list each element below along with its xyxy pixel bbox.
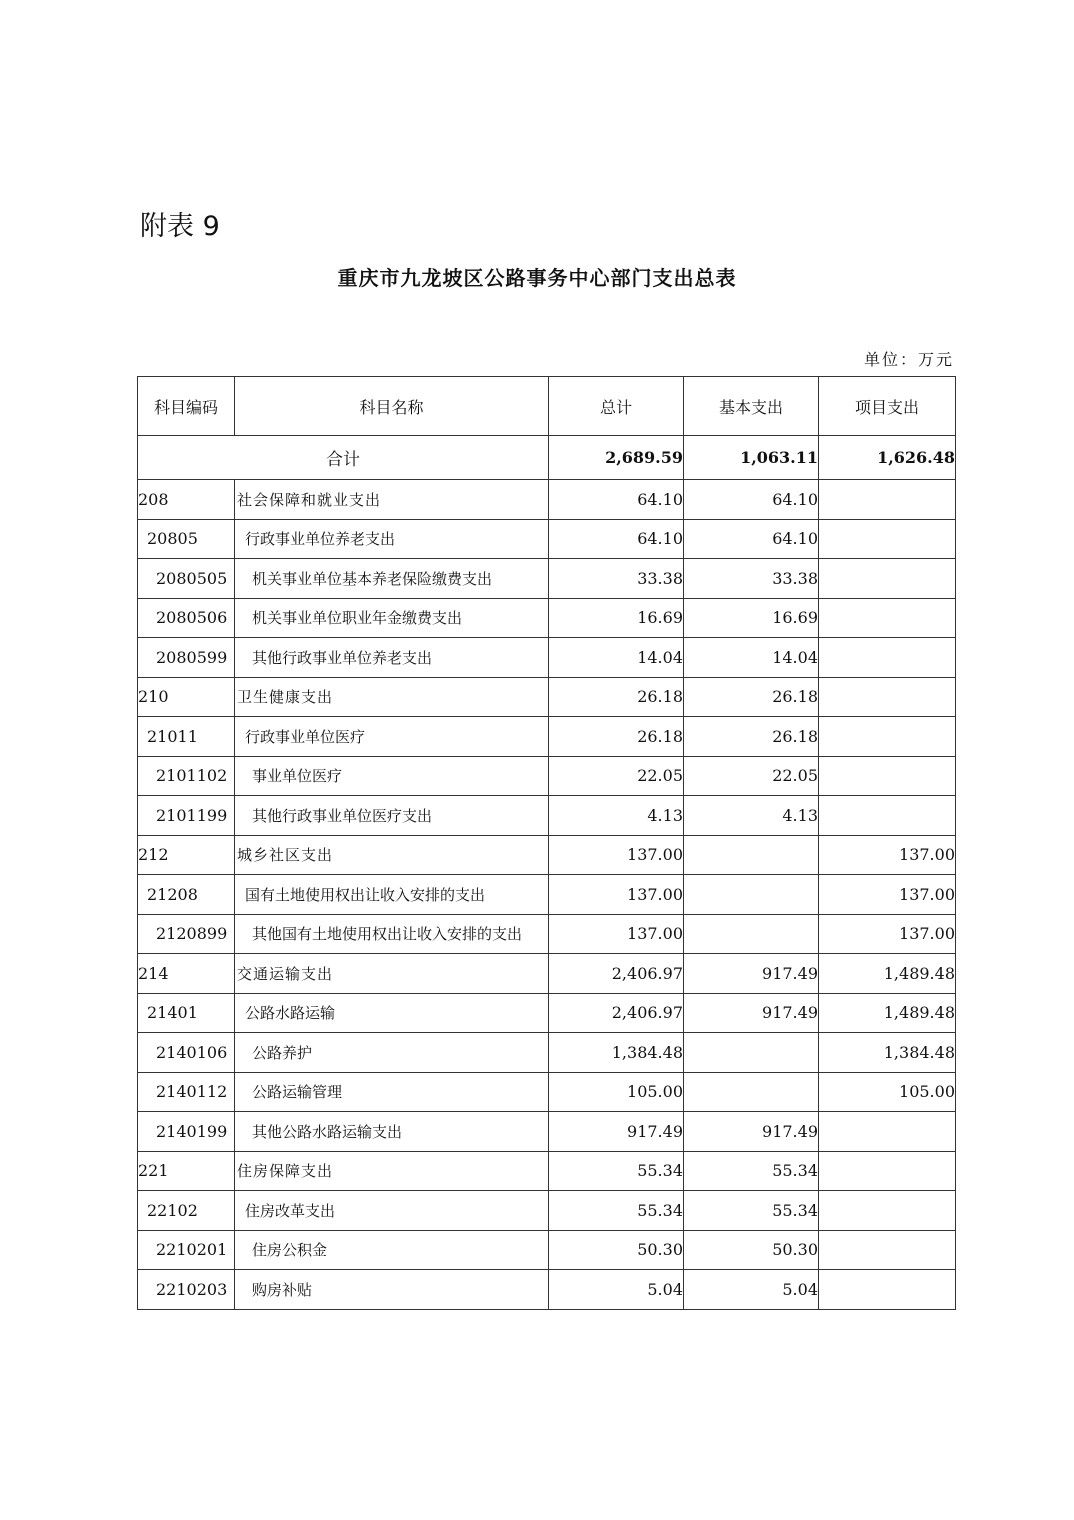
row-basic: 22.05 xyxy=(684,756,819,796)
header-total: 总计 xyxy=(549,377,684,436)
table-row xyxy=(138,875,956,915)
row-total: 105.00 xyxy=(549,1072,684,1112)
row-project xyxy=(819,1112,956,1152)
header-code: 科目编码 xyxy=(138,377,235,436)
total-basic: 1,063.11 xyxy=(684,436,819,480)
row-project: 137.00 xyxy=(819,914,956,954)
row-name: 公路养护 xyxy=(235,1033,549,1073)
row-project: 137.00 xyxy=(819,875,956,915)
row-project xyxy=(819,677,956,717)
row-name: 其他行政事业单位养老支出 xyxy=(235,638,549,678)
row-name: 公路运输管理 xyxy=(235,1072,549,1112)
row-total: 33.38 xyxy=(549,559,684,599)
table-row xyxy=(138,796,956,836)
table-row xyxy=(138,1230,956,1270)
row-basic xyxy=(684,1033,819,1073)
row-basic xyxy=(684,1072,819,1112)
row-basic: 917.49 xyxy=(684,1112,819,1152)
row-total: 137.00 xyxy=(549,875,684,915)
row-code: 2140199 xyxy=(138,1112,235,1152)
row-project xyxy=(819,559,956,599)
row-total: 14.04 xyxy=(549,638,684,678)
table-row xyxy=(138,638,956,678)
table-row xyxy=(138,1072,956,1112)
row-basic: 55.34 xyxy=(684,1191,819,1231)
row-basic: 16.69 xyxy=(684,598,819,638)
row-basic xyxy=(684,914,819,954)
row-name: 住房改革支出 xyxy=(235,1191,549,1231)
row-total: 2,406.97 xyxy=(549,993,684,1033)
row-basic: 26.18 xyxy=(684,717,819,757)
row-basic: 917.49 xyxy=(684,993,819,1033)
header-basic: 基本支出 xyxy=(684,377,819,436)
table-row xyxy=(138,519,956,559)
row-name: 行政事业单位医疗 xyxy=(235,717,549,757)
row-total: 16.69 xyxy=(549,598,684,638)
row-total: 64.10 xyxy=(549,519,684,559)
table-row xyxy=(138,677,956,717)
total-sum: 2,689.59 xyxy=(549,436,684,480)
row-total: 64.10 xyxy=(549,480,684,520)
row-project xyxy=(819,519,956,559)
row-name: 社会保障和就业支出 xyxy=(235,480,549,520)
table-row xyxy=(138,835,956,875)
row-project xyxy=(819,717,956,757)
row-project xyxy=(819,1151,956,1191)
row-total: 4.13 xyxy=(549,796,684,836)
row-project xyxy=(819,796,956,836)
row-total: 137.00 xyxy=(549,914,684,954)
total-label: 合计 xyxy=(138,436,549,480)
row-project: 1,489.48 xyxy=(819,993,956,1033)
row-total: 2,406.97 xyxy=(549,954,684,994)
row-code: 21401 xyxy=(138,993,235,1033)
row-name: 公路水路运输 xyxy=(235,993,549,1033)
table-row xyxy=(138,1033,956,1073)
row-code: 2080599 xyxy=(138,638,235,678)
row-basic xyxy=(684,875,819,915)
row-basic: 50.30 xyxy=(684,1230,819,1270)
row-basic xyxy=(684,835,819,875)
table-row xyxy=(138,480,956,520)
row-basic: 4.13 xyxy=(684,796,819,836)
row-project xyxy=(819,1191,956,1231)
row-name: 事业单位医疗 xyxy=(235,756,549,796)
row-total: 50.30 xyxy=(549,1230,684,1270)
row-total: 55.34 xyxy=(549,1151,684,1191)
row-project xyxy=(819,480,956,520)
header-name: 科目名称 xyxy=(235,377,549,436)
row-basic: 26.18 xyxy=(684,677,819,717)
row-code: 2140106 xyxy=(138,1033,235,1073)
row-total: 917.49 xyxy=(549,1112,684,1152)
row-name: 国有土地使用权出让收入安排的支出 xyxy=(235,875,549,915)
table-row xyxy=(138,1112,956,1152)
row-name: 其他公路水路运输支出 xyxy=(235,1112,549,1152)
row-total: 26.18 xyxy=(549,717,684,757)
row-basic: 64.10 xyxy=(684,519,819,559)
row-name: 购房补贴 xyxy=(235,1270,549,1310)
table-row xyxy=(138,1270,956,1310)
row-project xyxy=(819,638,956,678)
table-row xyxy=(138,756,956,796)
row-name: 机关事业单位职业年金缴费支出 xyxy=(235,598,549,638)
row-code: 21208 xyxy=(138,875,235,915)
row-code: 210 xyxy=(138,677,235,717)
row-name: 卫生健康支出 xyxy=(235,677,549,717)
table-row xyxy=(138,954,956,994)
row-code: 2120899 xyxy=(138,914,235,954)
row-name: 住房公积金 xyxy=(235,1230,549,1270)
table-row xyxy=(138,993,956,1033)
row-project: 1,489.48 xyxy=(819,954,956,994)
row-project: 1,384.48 xyxy=(819,1033,956,1073)
row-name: 交通运输支出 xyxy=(235,954,549,994)
row-code: 208 xyxy=(138,480,235,520)
row-name: 机关事业单位基本养老保险缴费支出 xyxy=(235,559,549,599)
row-project xyxy=(819,1230,956,1270)
row-code: 2080506 xyxy=(138,598,235,638)
row-code: 2210203 xyxy=(138,1270,235,1310)
row-code: 2080505 xyxy=(138,559,235,599)
row-name: 其他行政事业单位医疗支出 xyxy=(235,796,549,836)
table-row xyxy=(138,914,956,954)
row-project xyxy=(819,1270,956,1310)
table-row xyxy=(138,1151,956,1191)
row-basic: 55.34 xyxy=(684,1151,819,1191)
appendix-label: 附表 9 xyxy=(140,211,220,242)
table-row xyxy=(138,598,956,638)
unit-label: 单位：万元 xyxy=(863,350,954,369)
row-total: 5.04 xyxy=(549,1270,684,1310)
row-name: 行政事业单位养老支出 xyxy=(235,519,549,559)
table-row xyxy=(138,1191,956,1231)
row-project: 105.00 xyxy=(819,1072,956,1112)
header-project: 项目支出 xyxy=(819,377,956,436)
row-total: 22.05 xyxy=(549,756,684,796)
row-basic: 14.04 xyxy=(684,638,819,678)
row-code: 214 xyxy=(138,954,235,994)
row-project xyxy=(819,756,956,796)
row-total: 55.34 xyxy=(549,1191,684,1231)
table-header-row xyxy=(138,377,956,436)
row-basic: 64.10 xyxy=(684,480,819,520)
row-total: 1,384.48 xyxy=(549,1033,684,1073)
row-name: 住房保障支出 xyxy=(235,1151,549,1191)
row-code: 2210201 xyxy=(138,1230,235,1270)
row-name: 城乡社区支出 xyxy=(235,835,549,875)
total-row xyxy=(138,436,956,480)
row-code: 22102 xyxy=(138,1191,235,1231)
row-basic: 5.04 xyxy=(684,1270,819,1310)
row-basic: 917.49 xyxy=(684,954,819,994)
total-project: 1,626.48 xyxy=(819,436,956,480)
row-code: 2101199 xyxy=(138,796,235,836)
table-row xyxy=(138,717,956,757)
row-total: 137.00 xyxy=(549,835,684,875)
row-basic: 33.38 xyxy=(684,559,819,599)
row-code: 221 xyxy=(138,1151,235,1191)
expenditure-table xyxy=(137,376,956,1310)
row-project xyxy=(819,598,956,638)
row-total: 26.18 xyxy=(549,677,684,717)
row-code: 20805 xyxy=(138,519,235,559)
row-code: 212 xyxy=(138,835,235,875)
table-row xyxy=(138,559,956,599)
row-project: 137.00 xyxy=(819,835,956,875)
row-code: 2140112 xyxy=(138,1072,235,1112)
row-code: 2101102 xyxy=(138,756,235,796)
page-title: 重庆市九龙坡区公路事务中心部门支出总表 xyxy=(337,266,737,290)
row-code: 21011 xyxy=(138,717,235,757)
row-name: 其他国有土地使用权出让收入安排的支出 xyxy=(235,914,549,954)
